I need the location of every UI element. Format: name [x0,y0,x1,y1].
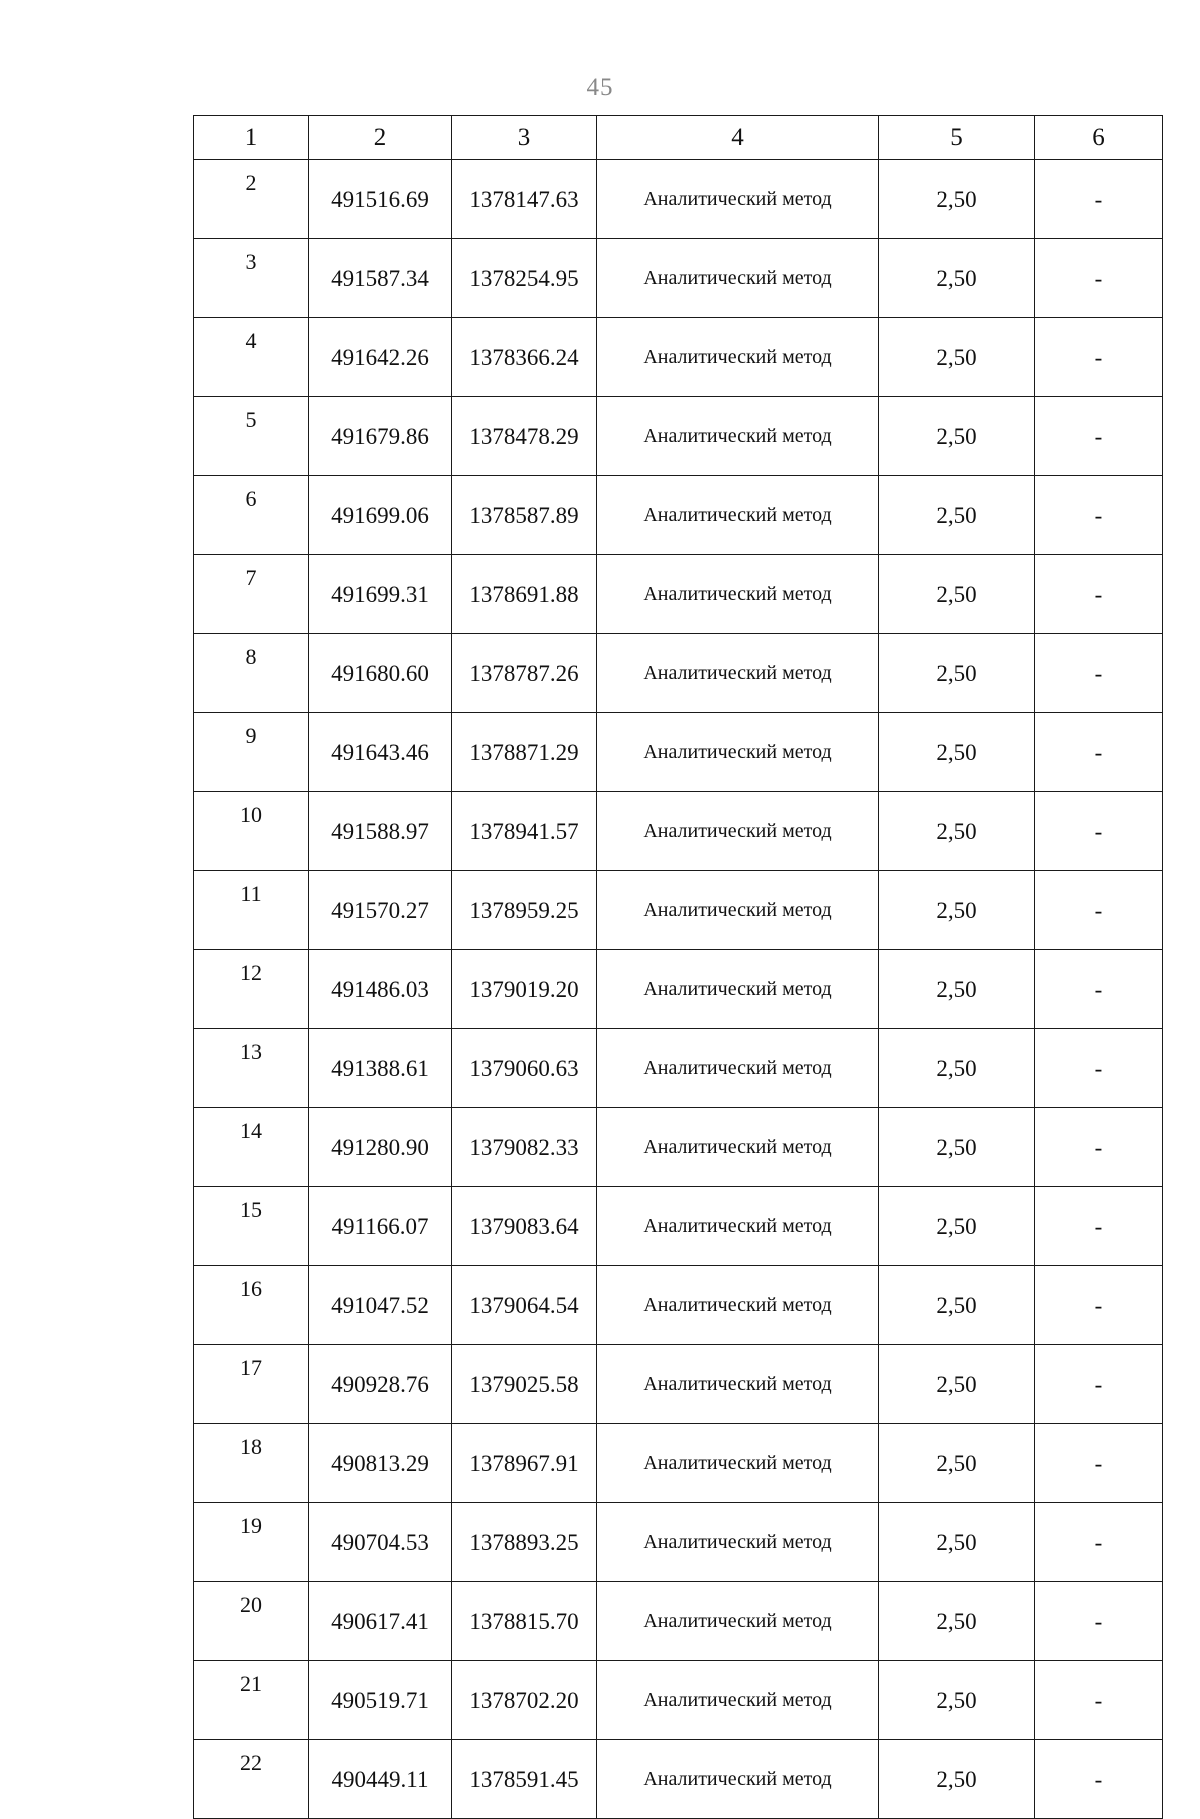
method-cell: Аналитический метод [597,792,879,871]
table-row [194,713,1163,792]
column-header: 5 [879,116,1035,160]
point-number-cell: 5 [194,397,309,476]
y-coordinate-cell: 1379064.54 [452,1266,597,1345]
column-header: 4 [597,116,879,160]
y-coordinate-cell: 1379025.58 [452,1345,597,1424]
method-cell: Аналитический метод [597,397,879,476]
column-header: 2 [309,116,452,160]
table-row [194,871,1163,950]
note-cell: - [1035,1108,1163,1187]
note-cell: - [1035,239,1163,318]
method-cell: Аналитический метод [597,634,879,713]
point-number-cell: 3 [194,239,309,318]
accuracy-cell: 2,50 [879,318,1035,397]
x-coordinate-cell: 490813.29 [309,1424,452,1503]
method-cell: Аналитический метод [597,1029,879,1108]
x-coordinate-cell: 491588.97 [309,792,452,871]
point-number-cell: 16 [194,1266,309,1345]
table-row [194,1740,1163,1819]
point-number-cell: 18 [194,1424,309,1503]
method-cell: Аналитический метод [597,1740,879,1819]
method-cell: Аналитический метод [597,160,879,239]
table-row [194,1582,1163,1661]
point-number-cell: 11 [194,871,309,950]
method-cell: Аналитический метод [597,1345,879,1424]
x-coordinate-cell: 490617.41 [309,1582,452,1661]
method-cell: Аналитический метод [597,1424,879,1503]
point-number-cell: 13 [194,1029,309,1108]
method-cell: Аналитический метод [597,1266,879,1345]
y-coordinate-cell: 1378366.24 [452,318,597,397]
accuracy-cell: 2,50 [879,792,1035,871]
x-coordinate-cell: 491280.90 [309,1108,452,1187]
y-coordinate-cell: 1378147.63 [452,160,597,239]
y-coordinate-cell: 1378691.88 [452,555,597,634]
point-number-cell: 4 [194,318,309,397]
accuracy-cell: 2,50 [879,713,1035,792]
note-cell: - [1035,871,1163,950]
point-number-cell: 15 [194,1187,309,1266]
accuracy-cell: 2,50 [879,1108,1035,1187]
point-number-cell: 14 [194,1108,309,1187]
table-row [194,318,1163,397]
y-coordinate-cell: 1378587.89 [452,476,597,555]
header-row [194,116,1163,160]
y-coordinate-cell: 1378478.29 [452,397,597,476]
table-row [194,1187,1163,1266]
accuracy-cell: 2,50 [879,1345,1035,1424]
accuracy-cell: 2,50 [879,1029,1035,1108]
y-coordinate-cell: 1378967.91 [452,1424,597,1503]
y-coordinate-cell: 1378702.20 [452,1661,597,1740]
table-row [194,555,1163,634]
note-cell: - [1035,950,1163,1029]
table-row [194,792,1163,871]
accuracy-cell: 2,50 [879,1187,1035,1266]
note-cell: - [1035,1424,1163,1503]
table-row [194,160,1163,239]
y-coordinate-cell: 1378591.45 [452,1740,597,1819]
column-header: 3 [452,116,597,160]
note-cell: - [1035,1582,1163,1661]
method-cell: Аналитический метод [597,1108,879,1187]
note-cell: - [1035,1345,1163,1424]
accuracy-cell: 2,50 [879,476,1035,555]
note-cell: - [1035,318,1163,397]
y-coordinate-cell: 1379019.20 [452,950,597,1029]
accuracy-cell: 2,50 [879,1503,1035,1582]
method-cell: Аналитический метод [597,239,879,318]
y-coordinate-cell: 1378254.95 [452,239,597,318]
x-coordinate-cell: 491680.60 [309,634,452,713]
point-number-cell: 19 [194,1503,309,1582]
accuracy-cell: 2,50 [879,950,1035,1029]
table-row [194,950,1163,1029]
table-row [194,1108,1163,1187]
note-cell: - [1035,1503,1163,1582]
method-cell: Аналитический метод [597,1503,879,1582]
note-cell: - [1035,713,1163,792]
y-coordinate-cell: 1378815.70 [452,1582,597,1661]
page-number: 45 [586,74,614,101]
note-cell: - [1035,1029,1163,1108]
method-cell: Аналитический метод [597,1187,879,1266]
column-header: 1 [194,116,309,160]
note-cell: - [1035,634,1163,713]
y-coordinate-cell: 1378787.26 [452,634,597,713]
x-coordinate-cell: 491570.27 [309,871,452,950]
column-header: 6 [1035,116,1163,160]
accuracy-cell: 2,50 [879,1266,1035,1345]
x-coordinate-cell: 490928.76 [309,1345,452,1424]
coordinates-table [193,115,1163,1819]
x-coordinate-cell: 491642.26 [309,318,452,397]
note-cell: - [1035,476,1163,555]
note-cell: - [1035,555,1163,634]
method-cell: Аналитический метод [597,950,879,1029]
point-number-cell: 17 [194,1345,309,1424]
y-coordinate-cell: 1379083.64 [452,1187,597,1266]
table-body [194,116,1163,1819]
note-cell: - [1035,1661,1163,1740]
x-coordinate-cell: 491388.61 [309,1029,452,1108]
point-number-cell: 12 [194,950,309,1029]
accuracy-cell: 2,50 [879,239,1035,318]
note-cell: - [1035,792,1163,871]
point-number-cell: 2 [194,160,309,239]
accuracy-cell: 2,50 [879,160,1035,239]
point-number-cell: 8 [194,634,309,713]
accuracy-cell: 2,50 [879,1661,1035,1740]
x-coordinate-cell: 491679.86 [309,397,452,476]
table-row [194,239,1163,318]
accuracy-cell: 2,50 [879,1740,1035,1819]
x-coordinate-cell: 490449.11 [309,1740,452,1819]
y-coordinate-cell: 1379082.33 [452,1108,597,1187]
x-coordinate-cell: 490704.53 [309,1503,452,1582]
table-row [194,1345,1163,1424]
x-coordinate-cell: 491587.34 [309,239,452,318]
x-coordinate-cell: 491516.69 [309,160,452,239]
accuracy-cell: 2,50 [879,1582,1035,1661]
x-coordinate-cell: 491486.03 [309,950,452,1029]
note-cell: - [1035,1187,1163,1266]
y-coordinate-cell: 1378941.57 [452,792,597,871]
x-coordinate-cell: 491699.06 [309,476,452,555]
y-coordinate-cell: 1378871.29 [452,713,597,792]
accuracy-cell: 2,50 [879,871,1035,950]
note-cell: - [1035,1740,1163,1819]
x-coordinate-cell: 491047.52 [309,1266,452,1345]
x-coordinate-cell: 491166.07 [309,1187,452,1266]
accuracy-cell: 2,50 [879,397,1035,476]
method-cell: Аналитический метод [597,476,879,555]
table-row [194,1266,1163,1345]
point-number-cell: 10 [194,792,309,871]
x-coordinate-cell: 490519.71 [309,1661,452,1740]
method-cell: Аналитический метод [597,555,879,634]
y-coordinate-cell: 1379060.63 [452,1029,597,1108]
table-row [194,476,1163,555]
point-number-cell: 7 [194,555,309,634]
table-row [194,397,1163,476]
table-row [194,1029,1163,1108]
accuracy-cell: 2,50 [879,1424,1035,1503]
note-cell: - [1035,397,1163,476]
method-cell: Аналитический метод [597,318,879,397]
point-number-cell: 6 [194,476,309,555]
x-coordinate-cell: 491699.31 [309,555,452,634]
x-coordinate-cell: 491643.46 [309,713,452,792]
table-row [194,1661,1163,1740]
point-number-cell: 21 [194,1661,309,1740]
accuracy-cell: 2,50 [879,555,1035,634]
method-cell: Аналитический метод [597,1661,879,1740]
y-coordinate-cell: 1378893.25 [452,1503,597,1582]
method-cell: Аналитический метод [597,713,879,792]
y-coordinate-cell: 1378959.25 [452,871,597,950]
method-cell: Аналитический метод [597,871,879,950]
table-row [194,634,1163,713]
accuracy-cell: 2,50 [879,634,1035,713]
point-number-cell: 20 [194,1582,309,1661]
note-cell: - [1035,160,1163,239]
table-row [194,1424,1163,1503]
point-number-cell: 9 [194,713,309,792]
point-number-cell: 22 [194,1740,309,1819]
note-cell: - [1035,1266,1163,1345]
table-row [194,1503,1163,1582]
method-cell: Аналитический метод [597,1582,879,1661]
